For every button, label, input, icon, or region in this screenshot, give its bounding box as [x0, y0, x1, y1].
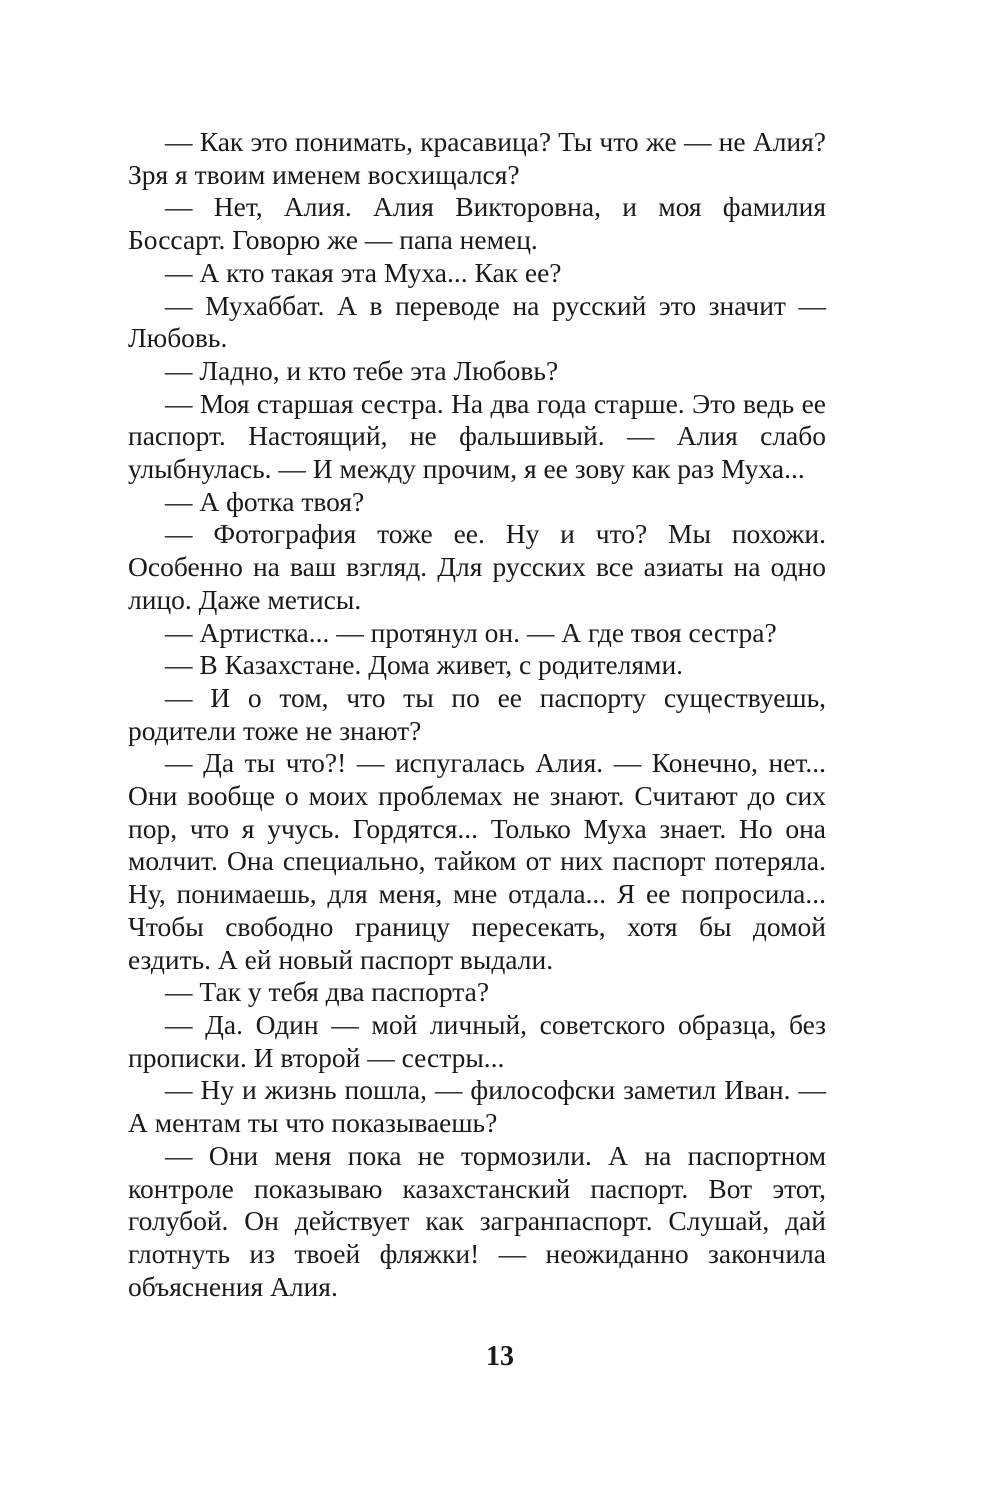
body-text: [128, 126, 826, 1303]
paragraph: — А кто такая эта Муха... Как ее?: [165, 256, 562, 288]
paragraph: — Как это понимать, красавица? Ты что же — не Алия? Зря я твоим именем восхищался?: [128, 126, 826, 190]
paragraph: — Фотография тоже ее. Ну и что? Мы похожи. Особенно на ваш взгляд. Для русских все азиаты на одно лицо. Даже метисы.: [128, 518, 826, 615]
paragraph: — Ну и жизнь пошла, — философски заметил Иван. — А ментам ты что показываешь?: [128, 1074, 826, 1139]
paragraph: — Да. Один — мой личный, советского образца, без прописки. И второй — сестры...: [128, 1008, 826, 1073]
paragraph: — Так у тебя два паспорта?: [165, 976, 490, 1008]
paragraph: — Артистка... — протянул он. — А где твоя сестра?: [165, 616, 777, 648]
paragraph: — Мухаббат. А в переводе на русский это значит — Любовь.: [128, 289, 826, 354]
paragraph: — И о том, что ты по ее паспорту существуешь, родители тоже не знают?: [128, 681, 826, 746]
paragraph: — Они меня пока не тормозили. А на паспортном контроле показываю казахстанский паспорт. Вот этот, голубой. Он действует как загранпаспорт. Слушай, дай глотнуть из твоей фляжки! — неожиданно закончила объяснения Алия.: [128, 1139, 826, 1302]
page-number: 13: [486, 1341, 514, 1372]
paragraph: — Да ты что?! — испугалась Алия. — Конечно, нет... Они вообще о моих проблемах не знают. Считают до сих пор, что я учусь. Гордятся... Только Муха знает. Но она молчит. Она специально, тайком от них паспорт потеряла. Ну, понимаешь, для меня, мне отдала... Я ее попросила... Чтобы свободно границу пересекать, хотя бы домой ездить. А ей новый паспорт выдали.: [128, 747, 826, 975]
paragraph: — Нет, Алия. Алия Викторовна, и моя фамилия Боссарт. Говорю же — папа немец.: [128, 191, 826, 256]
paragraph: — В Казахстане. Дома живет, с родителями.: [165, 649, 684, 681]
paragraph: — Моя старшая сестра. На два года старше. Это ведь ее паспорт. Настоящий, не фальшивый. — Алия слабо улыбнулась. — И между прочим, я ее зову как раз Муха...: [128, 387, 826, 485]
paragraph: — Ладно, и кто тебе эта Любовь?: [165, 354, 559, 386]
paragraph: — А фотка твоя?: [165, 485, 365, 517]
